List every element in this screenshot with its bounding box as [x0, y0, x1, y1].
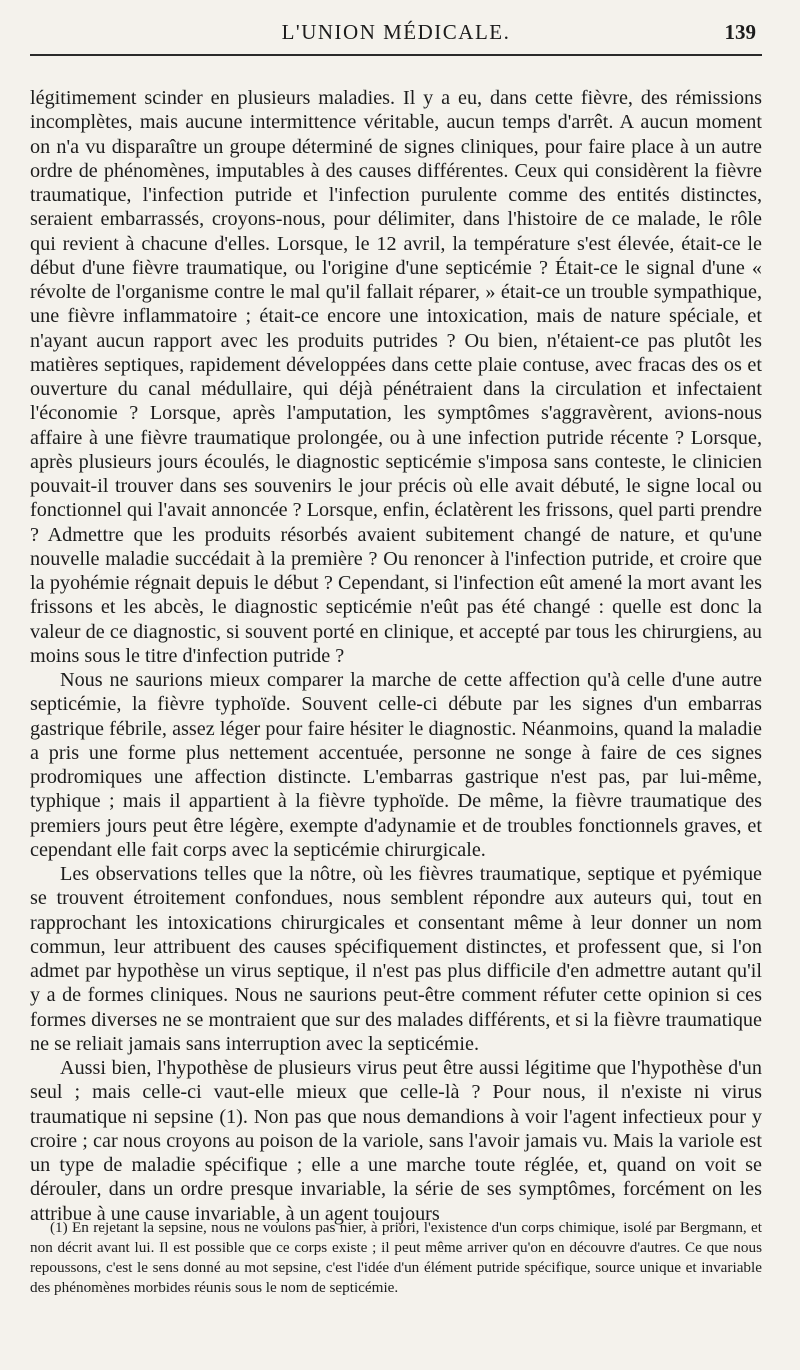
footnote: (1) En rejetant la sepsine, nous ne voulons pas nier, à priori, l'existence d'un corps chimique, isolé par Bergmann, et non décrit avant lui. Il est possible que ce corps existe ; il peut même arriver qu'on en découvre d'autres. Ce que nous repoussons, c'est le sens donné au mot sepsine, c'est l'idée d'un élément putride spécifique, source unique et invariable des phénomènes morbides réunis sous le nom de septicémie. [30, 1219, 762, 1296]
page-number: 139 [724, 20, 756, 44]
paragraph: Aussi bien, l'hypothèse de plusieurs virus peut être aussi légitime que l'hypothèse d'un seul ; mais celle-ci vaut-elle mieux que celle-là ? Pour nous, il n'existe ni virus traumatique ni sepsine (1). Non pas que nous demandions à voir l'agent infectieux pour y croire ; car nous croyons au poison de la variole, sans l'avoir jamais vu. Mais la variole est un type de maladie spécifique ; elle a une marche toute réglée, et, quand on voit se dérouler, dans un ordre presque invariable, la série de ses symptômes, forcément on les attribue à une cause invariable, à un agent toujours [30, 1057, 762, 1225]
body-text [30, 86, 762, 1226]
running-title: L'UNION MÉDICALE. [281, 20, 511, 44]
paragraph: Nous ne saurions mieux comparer la marche de cette affection qu'à celle d'une autre septicémie, la fièvre typhoïde. Souvent celle-ci débute par les signes d'un embarras gastrique fébrile, assez léger pour faire hésiter le diagnostic. Néanmoins, quand la maladie a pris une forme plus nettement accentuée, personne ne songe à faire de ces signes prodromiques une affection distincte. L'embarras gastrique n'est pas, par lui-même, typhique ; mais il appartient à la fièvre typhoïde. De même, la fièvre traumatique des premiers jours peut être légère, exempte d'adynamie et de troubles fonctionnels graves, et cependant elle fait corps avec la septicémie chirurgicale. [30, 669, 762, 861]
paragraph: légitimement scinder en plusieurs maladies. Il y a eu, dans cette fièvre, des rémissions incomplètes, mais aucune intermittence véritable, aucun temps d'arrêt. A aucun moment on n'a vu disparaître un groupe déterminé de signes cliniques, pour faire place à un autre ordre de phénomènes, imputables à des causes différentes. Ceux qui considèrent la fièvre traumatique, l'infection putride et l'infection purulente comme des entités distinctes, seraient embarrassés, croyons-nous, pour délimiter, dans l'histoire de ce malade, le rôle qui revient à chacune d'elles. Lorsque, le 12 avril, la température s'est élevée, était-ce le début d'une fièvre traumatique, ou l'origine d'une septicémie ? Était-ce le signal d'une « révolte de l'organisme contre le mal qu'il fallait réparer, » était-ce un trouble sympathique, une fièvre inflammatoire ; était-ce encore une intoxication, mais de nature spéciale, et n'ayant aucun rapport avec les produits putrides ? Ou bien, n'étaient-ce pas plutôt les matières septiques, rapidement développées dans cette plaie contuse, avec fracas des os et ouverture du canal médullaire, qui déjà pénétraient dans la circulation et infectaient l'économie ? Lorsque, après l'amputation, les symptômes s'aggravèrent, avions-nous affaire à une fièvre traumatique prolongée, ou à une infection putride récente ? Lorsque, après plusieurs jours écoulés, le diagnostic septicémie s'imposa sans conteste, le clinicien pouvait-il trouver dans ses souvenirs le jour précis où elle avait débuté, le signe local ou fonctionnel qui l'avait annoncée ? Lorsque, enfin, éclatèrent les frissons, quel parti prendre ? Admettre que les produits résorbés avaient subitement changé de nature, et qu'une nouvelle maladie succédait à la première ? Ou renoncer à l'infection putride, et croire que la pyohémie régnait depuis le début ? Cependant, si l'infection eût amené la mort avant les frissons et les abcès, le diagnostic septicémie n'eût pas été changé : quelle est donc la valeur de ce diagnostic, si souvent porté en clinique, et accepté par tous les chirurgiens, au moins sous le titre d'infection putride ? [30, 87, 762, 667]
footnotes [30, 1218, 762, 1298]
paragraph: Les observations telles que la nôtre, où les fièvres traumatique, septique et pyémique se trouvent étroitement confondues, nous semblent répondre aux auteurs qui, tout en rapprochant les intoxications chirurgicales et consentant même à leur donner un nom commun, leur attribuent des causes spécifiquement distinctes, et professent que, si l'on admet par hypothèse un virus septique, il n'est pas plus difficile d'en admettre autant qu'il y a de formes cliniques. Nous ne saurions peut-être comment réfuter cette opinion si ces formes diverses ne se montraient que sur des malades différents, et si la fièvre traumatique ne se reliait jamais sans interruption avec la septicémie. [30, 863, 762, 1055]
page-header [30, 18, 762, 56]
